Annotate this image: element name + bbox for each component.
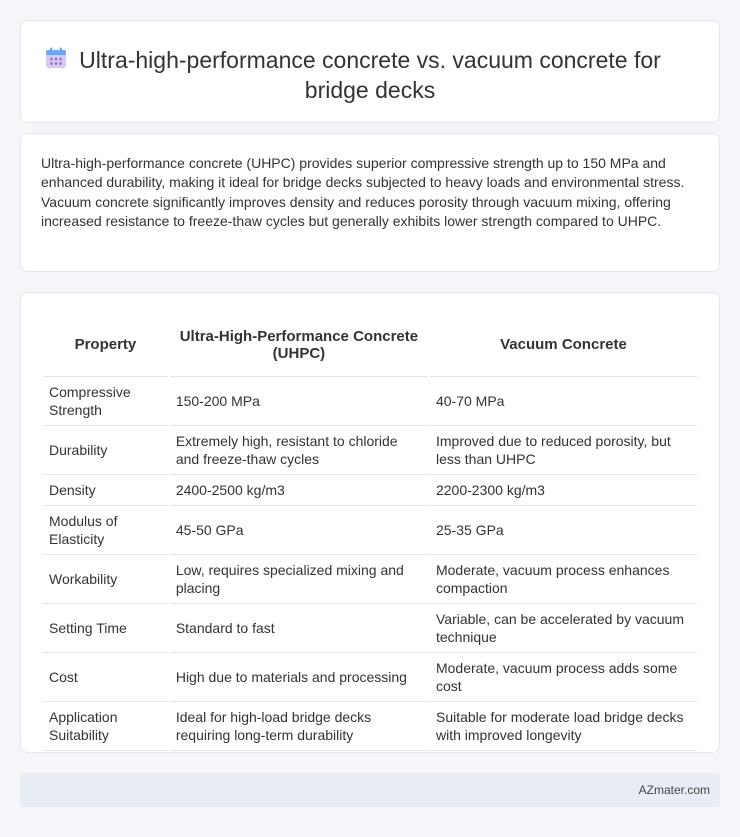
- header-vacuum: Vacuum Concrete: [430, 313, 697, 377]
- row-property: Compressive Strength: [43, 377, 168, 426]
- row-vacuum-value: 25-35 GPa: [430, 506, 697, 555]
- row-property: Durability: [43, 426, 168, 475]
- table-row: [43, 555, 697, 604]
- header-property: Property: [43, 313, 168, 377]
- row-vacuum-value: Moderate, vacuum process enhances compaction: [430, 555, 697, 604]
- intro-card: [20, 133, 720, 272]
- intro-paragraph: Ultra-high-performance concrete (UHPC) provides superior compressive strength up to 150 MPa and enhanced durability, making it ideal for bridge decks subjected to heavy loads and environmental stress. Vacuum concrete significantly improves density and reduces porosity through vacuum mixing, offering increased resistance to freeze-thaw cycles but generally exhibits lower strength compared to UHPC.: [41, 155, 685, 229]
- comparison-table: [41, 313, 699, 751]
- row-uhpc-value: Standard to fast: [170, 604, 428, 653]
- table-row: [43, 702, 697, 751]
- table-row: [43, 604, 697, 653]
- row-uhpc-value: Ideal for high-load bridge decks requiring long-term durability: [170, 702, 428, 751]
- footer-bar: [20, 773, 720, 807]
- row-vacuum-value: 2200-2300 kg/m3: [430, 475, 697, 506]
- row-uhpc-value: High due to materials and processing: [170, 653, 428, 702]
- page-title: Ultra-high-performance concrete vs. vacuum concrete for bridge decks: [79, 47, 661, 103]
- table-row: [43, 475, 697, 506]
- row-vacuum-value: Moderate, vacuum process adds some cost: [430, 653, 697, 702]
- title-card: [20, 20, 720, 123]
- row-uhpc-value: Extremely high, resistant to chloride and freeze-thaw cycles: [170, 426, 428, 475]
- row-vacuum-value: Improved due to reduced porosity, but less than UHPC: [430, 426, 697, 475]
- table-row: [43, 377, 697, 426]
- row-vacuum-value: Variable, can be accelerated by vacuum technique: [430, 604, 697, 653]
- table-row: [43, 426, 697, 475]
- table-header-row: [43, 313, 697, 377]
- header-uhpc: Ultra-High-Performance Concrete (UHPC): [170, 313, 428, 377]
- footer-site-link[interactable]: AZmater.com: [638, 783, 710, 797]
- row-uhpc-value: 45-50 GPa: [170, 506, 428, 555]
- row-property: Modulus of Elasticity: [43, 506, 168, 555]
- row-vacuum-value: Suitable for moderate load bridge decks with improved longevity: [430, 702, 697, 751]
- comparison-card: [20, 292, 720, 753]
- table-row: [43, 653, 697, 702]
- row-property: Application Suitability: [43, 702, 168, 751]
- row-uhpc-value: 2400-2500 kg/m3: [170, 475, 428, 506]
- row-uhpc-value: Low, requires specialized mixing and placing: [170, 555, 428, 604]
- table-row: [43, 506, 697, 555]
- row-vacuum-value: 40-70 MPa: [430, 377, 697, 426]
- row-property: Workability: [43, 555, 168, 604]
- row-property: Cost: [43, 653, 168, 702]
- row-uhpc-value: 150-200 MPa: [170, 377, 428, 426]
- row-property: Setting Time: [43, 604, 168, 653]
- row-property: Density: [43, 475, 168, 506]
